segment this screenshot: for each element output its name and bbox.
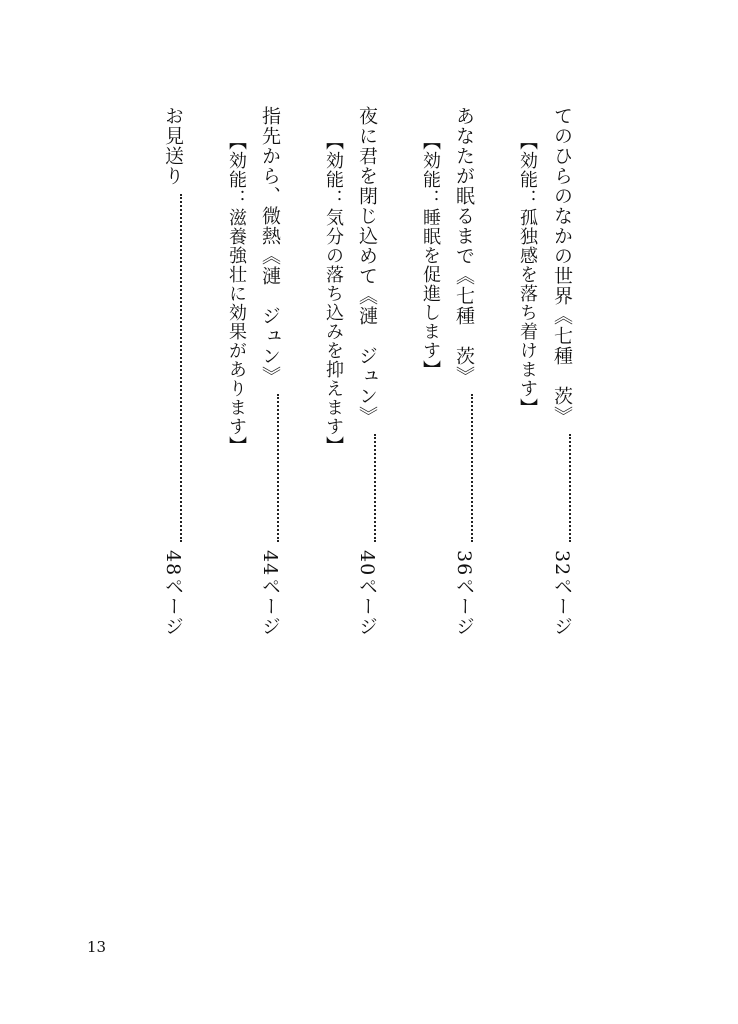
toc-entry-4-effect: 【効能：滋養強壮に効果があります】 bbox=[226, 132, 247, 455]
dot-leader bbox=[374, 434, 376, 542]
page-number: 13 bbox=[87, 938, 107, 956]
toc-entry-page: 48ページ bbox=[162, 549, 184, 636]
toc-entry-page: 36ページ bbox=[453, 549, 475, 636]
toc-entry-1-title-line[interactable] bbox=[552, 106, 571, 636]
toc-entry-title: お見送り bbox=[162, 106, 184, 186]
toc-entry-page: 40ページ bbox=[356, 549, 378, 636]
toc-entry-4-title-line[interactable] bbox=[260, 106, 279, 636]
dot-leader bbox=[180, 194, 182, 542]
toc-entry-1-effect: 【効能：孤独感を落ち着けます】 bbox=[517, 132, 538, 417]
toc-entry-3-effect: 【効能：気分の落ち込みを抑えます】 bbox=[323, 132, 344, 455]
toc-entry-2-effect: 【効能：睡眠を促進します】 bbox=[420, 132, 441, 379]
toc-entry-title: あなたが眠るまで《七種 茨》 bbox=[453, 106, 475, 386]
toc-entry-page: 32ページ bbox=[551, 549, 573, 636]
toc-entry-title: てのひらのなかの世界《七種 茨》 bbox=[551, 106, 573, 426]
toc-entry-2-title-line[interactable] bbox=[454, 106, 473, 636]
toc-entry-title: 指先から、微熱《漣 ジュン》 bbox=[259, 106, 281, 386]
toc-entry-page: 44ページ bbox=[259, 549, 281, 636]
toc-entry-3-title-line[interactable] bbox=[357, 106, 376, 636]
toc-entry-title: 夜に君を閉じ込めて《漣 ジュン》 bbox=[356, 106, 378, 426]
dot-leader bbox=[569, 434, 571, 542]
toc-entry-5-title-line[interactable] bbox=[163, 106, 182, 636]
dot-leader bbox=[277, 394, 279, 542]
dot-leader bbox=[471, 394, 473, 542]
